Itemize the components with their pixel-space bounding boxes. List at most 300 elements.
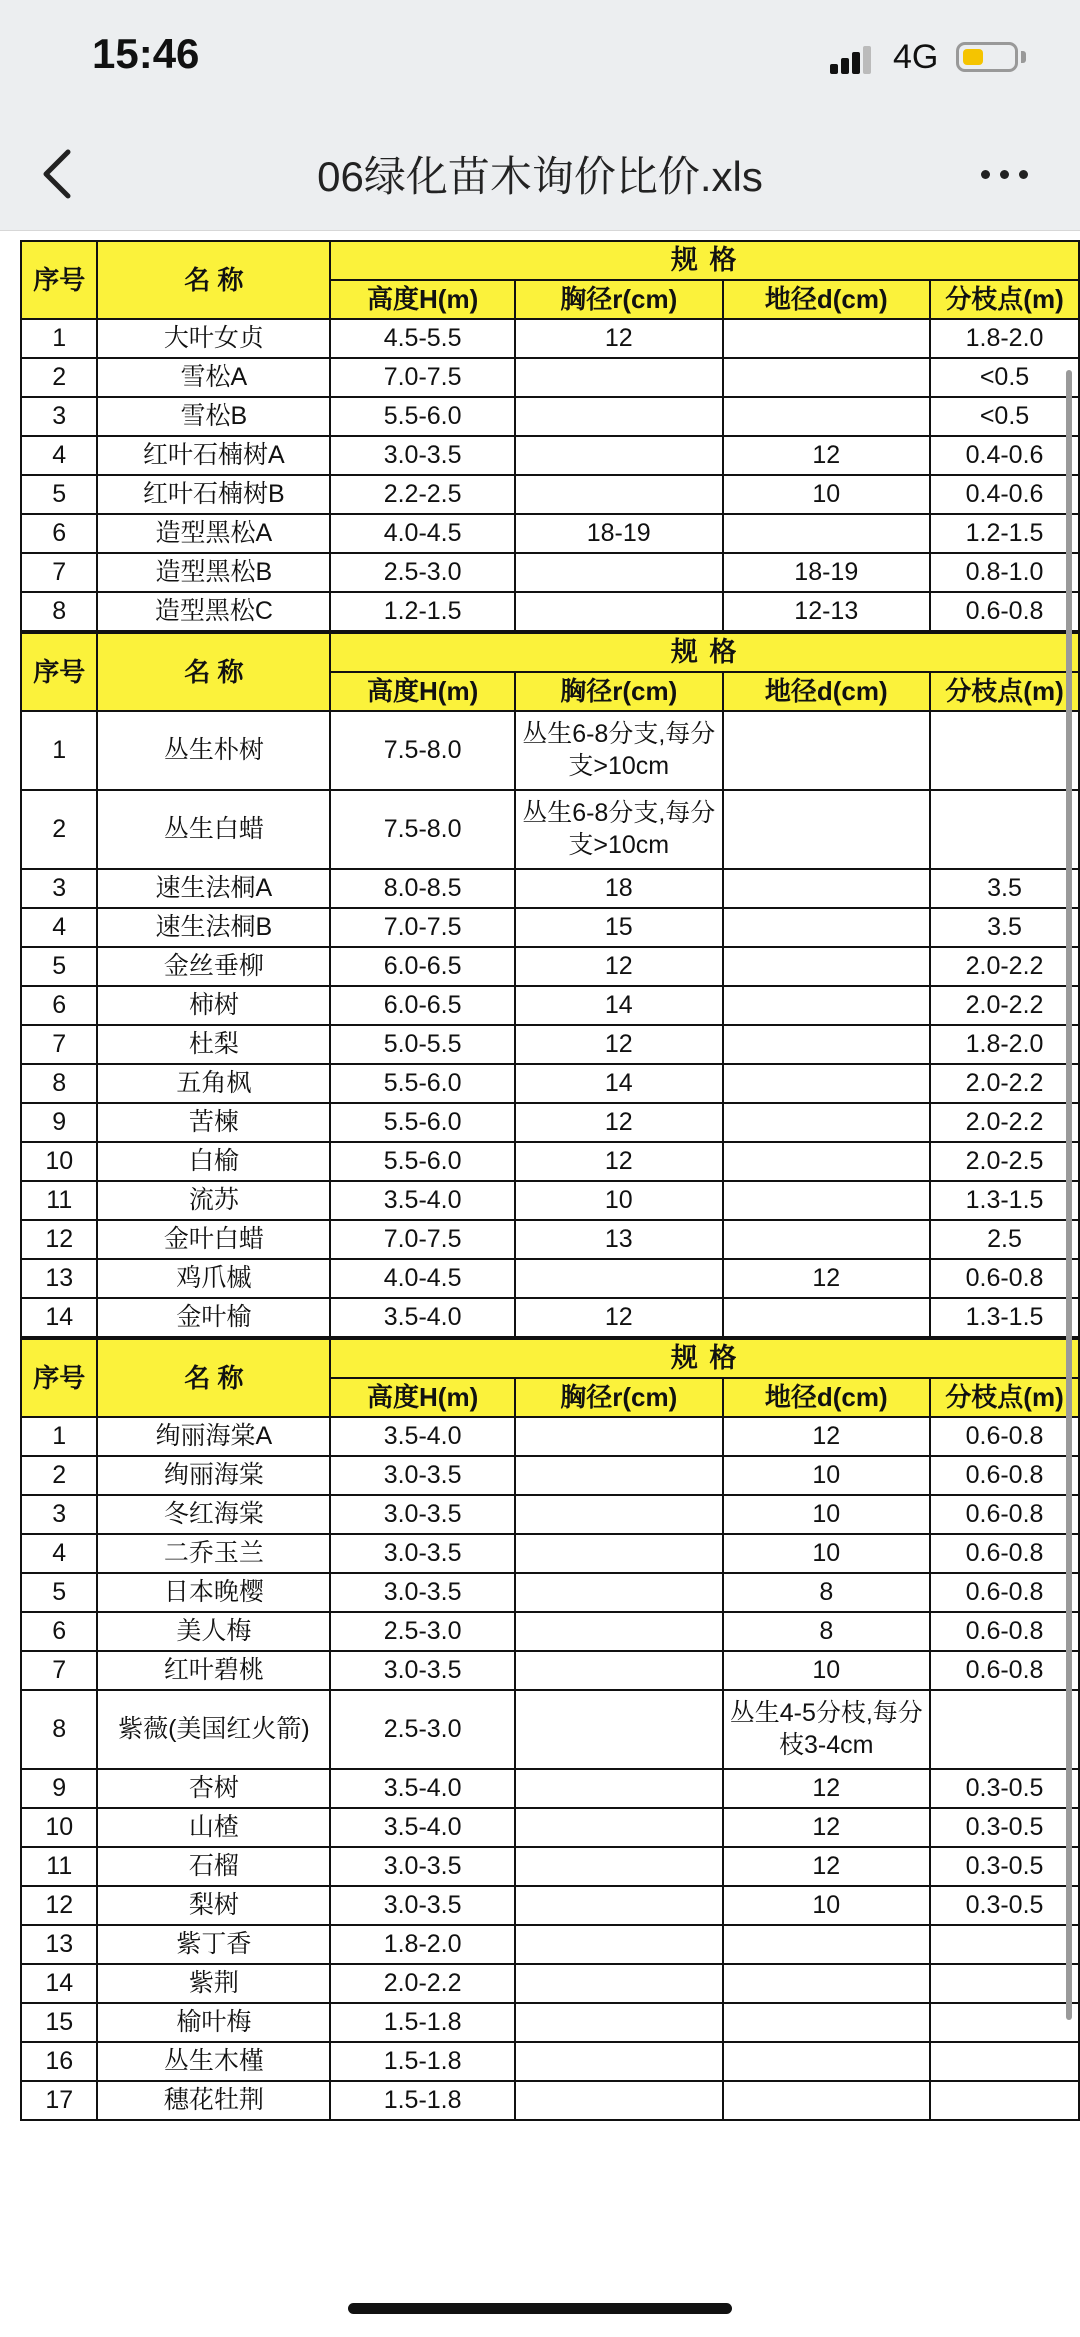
cell-branch[interactable]: 3.5 xyxy=(930,869,1079,908)
cell-name[interactable]: 鸡爪槭 xyxy=(97,1259,330,1298)
cell-ground[interactable]: 10 xyxy=(723,475,931,514)
cell-height[interactable]: 5.5-6.0 xyxy=(330,1103,515,1142)
cell-seq[interactable]: 16 xyxy=(21,2042,97,2081)
table-row xyxy=(21,869,1079,908)
cell-height[interactable]: 3.5-4.0 xyxy=(330,1417,515,1456)
table-row xyxy=(21,1456,1079,1495)
cell-branch[interactable]: 2.5 xyxy=(930,1220,1079,1259)
cell-name[interactable]: 紫荆 xyxy=(97,1964,330,2003)
cell-height[interactable]: 1.8-2.0 xyxy=(330,1925,515,1964)
cell-seq[interactable]: 2 xyxy=(21,790,97,869)
cell-ground[interactable]: 12 xyxy=(723,1259,931,1298)
header-spec[interactable]: 规 格 xyxy=(330,241,1079,280)
header-ground[interactable]: 地径d(cm) xyxy=(723,672,931,711)
network-type: 4G xyxy=(893,38,939,76)
cell-seq[interactable]: 3 xyxy=(21,397,97,436)
cell-height[interactable]: 7.0-7.5 xyxy=(330,1220,515,1259)
cell-chest[interactable] xyxy=(515,553,723,592)
cell-height[interactable]: 7.5-8.0 xyxy=(330,711,515,790)
cell-height[interactable]: 5.0-5.5 xyxy=(330,1025,515,1064)
cell-name[interactable]: 丛生白蜡 xyxy=(97,790,330,869)
cell-ground[interactable]: 12-13 xyxy=(723,592,931,632)
cell-name[interactable]: 美人梅 xyxy=(97,1612,330,1651)
cell-branch[interactable]: 0.6-0.8 xyxy=(930,1534,1079,1573)
cell-seq[interactable]: 6 xyxy=(21,514,97,553)
header-branch[interactable]: 分枝点(m) xyxy=(930,280,1079,319)
status-bar xyxy=(0,0,1080,120)
cell-height[interactable]: 3.0-3.5 xyxy=(330,1573,515,1612)
table-row xyxy=(21,1142,1079,1181)
cell-ground[interactable]: 12 xyxy=(723,1417,931,1456)
cell-height[interactable]: 1.5-1.8 xyxy=(330,2003,515,2042)
cell-height[interactable]: 6.0-6.5 xyxy=(330,947,515,986)
cell-chest[interactable] xyxy=(515,1534,723,1573)
cell-name[interactable]: 日本晚樱 xyxy=(97,1573,330,1612)
cell-ground[interactable] xyxy=(723,2042,931,2081)
cell-ground[interactable] xyxy=(723,1181,931,1220)
cell-height[interactable]: 3.5-4.0 xyxy=(330,1769,515,1808)
table-row xyxy=(21,1925,1079,1964)
cell-ground[interactable] xyxy=(723,1103,931,1142)
battery-tip xyxy=(1021,51,1026,63)
cell-seq[interactable]: 3 xyxy=(21,869,97,908)
cell-ground[interactable] xyxy=(723,869,931,908)
cell-name[interactable]: 紫丁香 xyxy=(97,1925,330,1964)
header-chest[interactable]: 胸径r(cm) xyxy=(515,280,723,319)
cell-seq[interactable]: 11 xyxy=(21,1181,97,1220)
cell-chest[interactable] xyxy=(515,1847,723,1886)
table-row xyxy=(21,436,1079,475)
cell-branch[interactable]: 0.8-1.0 xyxy=(930,553,1079,592)
more-dot-icon xyxy=(1000,170,1009,179)
cell-ground[interactable]: 12 xyxy=(723,1847,931,1886)
table-row xyxy=(21,711,1079,790)
cell-height[interactable]: 3.5-4.0 xyxy=(330,1181,515,1220)
cell-ground[interactable] xyxy=(723,947,931,986)
cell-ground[interactable]: 10 xyxy=(723,1886,931,1925)
cell-chest[interactable] xyxy=(515,1259,723,1298)
table-row xyxy=(21,1769,1079,1808)
cell-chest[interactable] xyxy=(515,1886,723,1925)
cell-seq[interactable]: 4 xyxy=(21,1534,97,1573)
header-seq[interactable]: 序号 xyxy=(21,632,97,711)
cell-chest[interactable]: 18-19 xyxy=(515,514,723,553)
cell-branch[interactable]: 0.3-0.5 xyxy=(930,1847,1079,1886)
more-dot-icon xyxy=(1019,170,1028,179)
document-title: 06绿化苗木询价比价.xls xyxy=(317,153,763,200)
cell-seq[interactable]: 10 xyxy=(21,1808,97,1847)
chevron-left-icon xyxy=(38,144,78,204)
cell-branch[interactable]: 0.6-0.8 xyxy=(930,592,1079,632)
cell-seq[interactable]: 8 xyxy=(21,1690,97,1769)
cell-height[interactable]: 5.5-6.0 xyxy=(330,397,515,436)
cell-branch[interactable] xyxy=(930,711,1079,790)
cell-height[interactable]: 4.0-4.5 xyxy=(330,514,515,553)
table-row xyxy=(21,1103,1079,1142)
cell-branch[interactable]: 3.5 xyxy=(930,908,1079,947)
cell-chest[interactable] xyxy=(515,1495,723,1534)
cell-seq[interactable]: 8 xyxy=(21,592,97,632)
cell-branch[interactable]: 0.6-0.8 xyxy=(930,1417,1079,1456)
cell-ground[interactable] xyxy=(723,397,931,436)
cell-branch[interactable]: 1.3-1.5 xyxy=(930,1181,1079,1220)
table-row xyxy=(21,1495,1079,1534)
cell-name[interactable]: 速生法桐A xyxy=(97,869,330,908)
cell-seq[interactable]: 14 xyxy=(21,1964,97,2003)
cell-branch[interactable]: <0.5 xyxy=(930,358,1079,397)
cell-seq[interactable]: 10 xyxy=(21,1142,97,1181)
cell-ground[interactable]: 10 xyxy=(723,1456,931,1495)
cell-name[interactable]: 雪松B xyxy=(97,397,330,436)
cell-ground[interactable]: 12 xyxy=(723,1769,931,1808)
cell-branch[interactable]: 0.4-0.6 xyxy=(930,475,1079,514)
cell-ground[interactable] xyxy=(723,790,931,869)
cell-chest[interactable] xyxy=(515,1769,723,1808)
cell-seq[interactable]: 4 xyxy=(21,436,97,475)
cell-seq[interactable]: 7 xyxy=(21,1651,97,1690)
back-button[interactable] xyxy=(38,144,78,204)
cell-height[interactable]: 3.0-3.5 xyxy=(330,436,515,475)
cell-name[interactable]: 杏树 xyxy=(97,1769,330,1808)
cell-seq[interactable]: 1 xyxy=(21,711,97,790)
cell-name[interactable]: 红叶碧桃 xyxy=(97,1651,330,1690)
battery-icon xyxy=(956,42,1018,72)
cell-ground[interactable]: 10 xyxy=(723,1495,931,1534)
cell-height[interactable]: 4.5-5.5 xyxy=(330,319,515,358)
cell-seq[interactable]: 6 xyxy=(21,986,97,1025)
cell-branch[interactable]: 0.6-0.8 xyxy=(930,1495,1079,1534)
header-seq[interactable]: 序号 xyxy=(21,241,97,319)
cell-branch[interactable]: 1.3-1.5 xyxy=(930,1298,1079,1338)
cell-height[interactable]: 3.0-3.5 xyxy=(330,1651,515,1690)
cell-seq[interactable]: 2 xyxy=(21,358,97,397)
cell-ground[interactable]: 8 xyxy=(723,1573,931,1612)
cell-ground[interactable] xyxy=(723,1025,931,1064)
cell-seq[interactable]: 17 xyxy=(21,2081,97,2120)
home-indicator[interactable] xyxy=(348,2303,732,2314)
cell-chest[interactable] xyxy=(515,2042,723,2081)
cell-branch[interactable] xyxy=(930,1925,1079,1964)
header-branch[interactable]: 分枝点(m) xyxy=(930,672,1079,711)
header-ground[interactable]: 地径d(cm) xyxy=(723,280,931,319)
cell-seq[interactable]: 11 xyxy=(21,1847,97,1886)
cell-seq[interactable]: 1 xyxy=(21,1417,97,1456)
more-options-button[interactable] xyxy=(975,150,1035,200)
header-chest[interactable]: 胸径r(cm) xyxy=(515,672,723,711)
cell-name[interactable]: 红叶石楠树A xyxy=(97,436,330,475)
cell-chest[interactable]: 12 xyxy=(515,319,723,358)
cell-ground[interactable] xyxy=(723,1964,931,2003)
price-table xyxy=(20,240,1080,2121)
cell-chest[interactable]: 18 xyxy=(515,869,723,908)
cell-name[interactable]: 丛生木槿 xyxy=(97,2042,330,2081)
cell-branch[interactable] xyxy=(930,790,1079,869)
table-row xyxy=(21,790,1079,869)
cell-ground[interactable]: 10 xyxy=(723,1651,931,1690)
cell-name[interactable]: 五角枫 xyxy=(97,1064,330,1103)
cell-branch[interactable] xyxy=(930,2081,1079,2120)
cell-ground[interactable] xyxy=(723,1142,931,1181)
cell-chest[interactable] xyxy=(515,1651,723,1690)
header-spec[interactable]: 规 格 xyxy=(330,632,1079,672)
cell-name[interactable]: 穗花牡荆 xyxy=(97,2081,330,2120)
more-dot-icon xyxy=(981,170,990,179)
cell-chest[interactable] xyxy=(515,592,723,632)
cell-name[interactable]: 冬红海棠 xyxy=(97,1495,330,1534)
cell-chest[interactable]: 12 xyxy=(515,1142,723,1181)
table-row xyxy=(21,1220,1079,1259)
cell-chest[interactable] xyxy=(515,1612,723,1651)
cell-height[interactable]: 7.0-7.5 xyxy=(330,908,515,947)
cell-name[interactable]: 流苏 xyxy=(97,1181,330,1220)
cell-ground[interactable]: 8 xyxy=(723,1612,931,1651)
cell-ground[interactable] xyxy=(723,358,931,397)
cell-height[interactable]: 3.5-4.0 xyxy=(330,1298,515,1338)
cell-ground[interactable]: 12 xyxy=(723,1808,931,1847)
header-name[interactable]: 名 称 xyxy=(97,632,330,711)
nav-bar xyxy=(0,120,1080,231)
scrollbar[interactable] xyxy=(1066,370,1072,2020)
cell-ground[interactable] xyxy=(723,1064,931,1103)
cell-chest[interactable]: 丛生6-8分支,每分支>10cm xyxy=(515,790,723,869)
cell-chest[interactable] xyxy=(515,1964,723,2003)
cell-branch[interactable]: 0.3-0.5 xyxy=(930,1769,1079,1808)
table-row xyxy=(21,1847,1079,1886)
cell-height[interactable]: 3.0-3.5 xyxy=(330,1847,515,1886)
cell-seq[interactable]: 4 xyxy=(21,908,97,947)
cell-height[interactable]: 3.5-4.0 xyxy=(330,1808,515,1847)
cell-height[interactable]: 1.2-1.5 xyxy=(330,592,515,632)
cell-branch[interactable]: 0.6-0.8 xyxy=(930,1259,1079,1298)
cell-branch[interactable]: 0.6-0.8 xyxy=(930,1651,1079,1690)
cell-ground[interactable]: 10 xyxy=(723,1534,931,1573)
cell-seq[interactable]: 7 xyxy=(21,553,97,592)
table-row xyxy=(21,1690,1079,1769)
header-height[interactable]: 高度H(m) xyxy=(330,672,515,711)
cell-chest[interactable] xyxy=(515,475,723,514)
cell-name[interactable]: 石榴 xyxy=(97,1847,330,1886)
cell-ground[interactable] xyxy=(723,514,931,553)
cell-chest[interactable] xyxy=(515,397,723,436)
header-ground[interactable]: 地径d(cm) xyxy=(723,1378,931,1417)
table-row xyxy=(21,1964,1079,2003)
table-row xyxy=(21,1886,1079,1925)
cell-name[interactable]: 山楂 xyxy=(97,1808,330,1847)
table-row xyxy=(21,1417,1079,1456)
table-row xyxy=(21,2042,1079,2081)
cell-name[interactable]: 榆叶梅 xyxy=(97,2003,330,2042)
cell-name[interactable]: 杜梨 xyxy=(97,1025,330,1064)
table-row xyxy=(21,1298,1079,1338)
cell-name[interactable]: 梨树 xyxy=(97,1886,330,1925)
cell-chest[interactable]: 12 xyxy=(515,1298,723,1338)
cell-height[interactable]: 2.2-2.5 xyxy=(330,475,515,514)
cell-name[interactable]: 金丝垂柳 xyxy=(97,947,330,986)
cell-height[interactable]: 3.0-3.5 xyxy=(330,1886,515,1925)
cell-height[interactable]: 5.5-6.0 xyxy=(330,1142,515,1181)
cell-ground[interactable] xyxy=(723,319,931,358)
table-row xyxy=(21,319,1079,358)
cell-name[interactable]: 紫薇(美国红火箭) xyxy=(97,1690,330,1769)
cell-chest[interactable] xyxy=(515,1808,723,1847)
cell-name[interactable]: 丛生朴树 xyxy=(97,711,330,790)
cell-chest[interactable]: 15 xyxy=(515,908,723,947)
cell-branch[interactable] xyxy=(930,2042,1079,2081)
cell-chest[interactable] xyxy=(515,358,723,397)
cell-branch[interactable]: 0.6-0.8 xyxy=(930,1612,1079,1651)
cell-seq[interactable]: 2 xyxy=(21,1456,97,1495)
header-name[interactable]: 名 称 xyxy=(97,241,330,319)
cell-branch[interactable] xyxy=(930,1964,1079,2003)
cell-height[interactable]: 1.5-1.8 xyxy=(330,2081,515,2120)
cell-height[interactable]: 7.0-7.5 xyxy=(330,358,515,397)
cell-height[interactable]: 7.5-8.0 xyxy=(330,790,515,869)
table-row xyxy=(21,1651,1079,1690)
cell-seq[interactable]: 9 xyxy=(21,1769,97,1808)
cell-branch[interactable]: 0.6-0.8 xyxy=(930,1573,1079,1612)
cell-branch[interactable]: 1.8-2.0 xyxy=(930,1025,1079,1064)
cell-ground[interactable] xyxy=(723,2003,931,2042)
cell-branch[interactable]: 2.0-2.2 xyxy=(930,986,1079,1025)
cell-branch[interactable]: 2.0-2.2 xyxy=(930,1103,1079,1142)
cell-ground[interactable] xyxy=(723,1925,931,1964)
header-chest[interactable]: 胸径r(cm) xyxy=(515,1378,723,1417)
cell-ground[interactable] xyxy=(723,908,931,947)
cell-height[interactable]: 1.5-1.8 xyxy=(330,2042,515,2081)
header-height[interactable]: 高度H(m) xyxy=(330,1378,515,1417)
cell-name[interactable]: 造型黑松A xyxy=(97,514,330,553)
signal-icon xyxy=(830,44,880,74)
cell-branch[interactable]: 0.6-0.8 xyxy=(930,1456,1079,1495)
cell-height[interactable]: 2.0-2.2 xyxy=(330,1964,515,2003)
cell-name[interactable]: 速生法桐B xyxy=(97,908,330,947)
cell-chest[interactable] xyxy=(515,436,723,475)
cell-height[interactable]: 5.5-6.0 xyxy=(330,1064,515,1103)
cell-chest[interactable]: 14 xyxy=(515,1064,723,1103)
cell-seq[interactable]: 5 xyxy=(21,475,97,514)
cell-seq[interactable]: 13 xyxy=(21,1925,97,1964)
cell-seq[interactable]: 15 xyxy=(21,2003,97,2042)
cell-height[interactable]: 2.5-3.0 xyxy=(330,1612,515,1651)
cell-chest[interactable]: 10 xyxy=(515,1181,723,1220)
cell-name[interactable]: 红叶石楠树B xyxy=(97,475,330,514)
cell-chest[interactable]: 12 xyxy=(515,947,723,986)
cell-chest[interactable] xyxy=(515,1417,723,1456)
cell-name[interactable]: 大叶女贞 xyxy=(97,319,330,358)
cell-ground[interactable]: 18-19 xyxy=(723,553,931,592)
cell-ground[interactable] xyxy=(723,1220,931,1259)
cell-chest[interactable]: 14 xyxy=(515,986,723,1025)
cell-name[interactable]: 绚丽海棠A xyxy=(97,1417,330,1456)
cell-name[interactable]: 白榆 xyxy=(97,1142,330,1181)
cell-chest[interactable] xyxy=(515,1456,723,1495)
cell-branch[interactable]: 0.3-0.5 xyxy=(930,1808,1079,1847)
cell-name[interactable]: 绚丽海棠 xyxy=(97,1456,330,1495)
cell-name[interactable]: 金叶榆 xyxy=(97,1298,330,1338)
cell-ground[interactable] xyxy=(723,2081,931,2120)
cell-branch[interactable]: 0.4-0.6 xyxy=(930,436,1079,475)
cell-seq[interactable]: 12 xyxy=(21,1886,97,1925)
table-row xyxy=(21,986,1079,1025)
cell-height[interactable]: 2.5-3.0 xyxy=(330,1690,515,1769)
header-seq[interactable]: 序号 xyxy=(21,1338,97,1417)
cell-seq[interactable]: 9 xyxy=(21,1103,97,1142)
cell-branch[interactable] xyxy=(930,1690,1079,1769)
cell-seq[interactable]: 12 xyxy=(21,1220,97,1259)
cell-name[interactable]: 柿树 xyxy=(97,986,330,1025)
cell-name[interactable]: 二乔玉兰 xyxy=(97,1534,330,1573)
cell-branch[interactable]: 2.0-2.2 xyxy=(930,947,1079,986)
cell-branch[interactable]: <0.5 xyxy=(930,397,1079,436)
cell-ground[interactable] xyxy=(723,986,931,1025)
cell-chest[interactable]: 12 xyxy=(515,1025,723,1064)
cell-name[interactable]: 造型黑松B xyxy=(97,553,330,592)
cell-branch[interactable]: 0.3-0.5 xyxy=(930,1886,1079,1925)
cell-seq[interactable]: 5 xyxy=(21,1573,97,1612)
header-name[interactable]: 名 称 xyxy=(97,1338,330,1417)
cell-chest[interactable] xyxy=(515,2003,723,2042)
cell-name[interactable]: 金叶白蜡 xyxy=(97,1220,330,1259)
header-height[interactable]: 高度H(m) xyxy=(330,280,515,319)
cell-chest[interactable] xyxy=(515,1573,723,1612)
cell-seq[interactable]: 13 xyxy=(21,1259,97,1298)
cell-chest[interactable] xyxy=(515,2081,723,2120)
table-row xyxy=(21,553,1079,592)
table-row xyxy=(21,1612,1079,1651)
cell-chest[interactable]: 丛生6-8分支,每分支>10cm xyxy=(515,711,723,790)
cell-chest[interactable] xyxy=(515,1925,723,1964)
cell-ground[interactable]: 12 xyxy=(723,436,931,475)
cell-seq[interactable]: 14 xyxy=(21,1298,97,1338)
cell-chest[interactable]: 13 xyxy=(515,1220,723,1259)
table-row xyxy=(21,1064,1079,1103)
cell-chest[interactable]: 12 xyxy=(515,1103,723,1142)
cell-height[interactable]: 3.0-3.5 xyxy=(330,1456,515,1495)
cell-height[interactable]: 3.0-3.5 xyxy=(330,1495,515,1534)
cell-branch[interactable]: 1.2-1.5 xyxy=(930,514,1079,553)
cell-name[interactable]: 苦楝 xyxy=(97,1103,330,1142)
cell-ground[interactable]: 丛生4-5分枝,每分枝3-4cm xyxy=(723,1690,931,1769)
cell-height[interactable]: 8.0-8.5 xyxy=(330,869,515,908)
cell-ground[interactable] xyxy=(723,1298,931,1338)
cell-chest[interactable] xyxy=(515,1690,723,1769)
cell-seq[interactable]: 7 xyxy=(21,1025,97,1064)
cell-height[interactable]: 3.0-3.5 xyxy=(330,1534,515,1573)
cell-name[interactable]: 雪松A xyxy=(97,358,330,397)
table-row xyxy=(21,397,1079,436)
cell-branch[interactable] xyxy=(930,2003,1079,2042)
cell-ground[interactable] xyxy=(723,711,931,790)
cell-branch[interactable]: 2.0-2.5 xyxy=(930,1142,1079,1181)
header-spec[interactable]: 规 格 xyxy=(330,1338,1079,1378)
header-branch[interactable]: 分枝点(m) xyxy=(930,1378,1079,1417)
cell-seq[interactable]: 3 xyxy=(21,1495,97,1534)
cell-seq[interactable]: 5 xyxy=(21,947,97,986)
cell-seq[interactable]: 6 xyxy=(21,1612,97,1651)
cell-height[interactable]: 2.5-3.0 xyxy=(330,553,515,592)
table-row xyxy=(21,1573,1079,1612)
cell-branch[interactable]: 2.0-2.2 xyxy=(930,1064,1079,1103)
cell-branch[interactable]: 1.8-2.0 xyxy=(930,319,1079,358)
header-row xyxy=(21,1338,1079,1378)
cell-name[interactable]: 造型黑松C xyxy=(97,592,330,632)
cell-seq[interactable]: 1 xyxy=(21,319,97,358)
cell-height[interactable]: 6.0-6.5 xyxy=(330,986,515,1025)
cell-seq[interactable]: 8 xyxy=(21,1064,97,1103)
table-row xyxy=(21,514,1079,553)
spreadsheet xyxy=(20,240,1080,2121)
cell-height[interactable]: 4.0-4.5 xyxy=(330,1259,515,1298)
